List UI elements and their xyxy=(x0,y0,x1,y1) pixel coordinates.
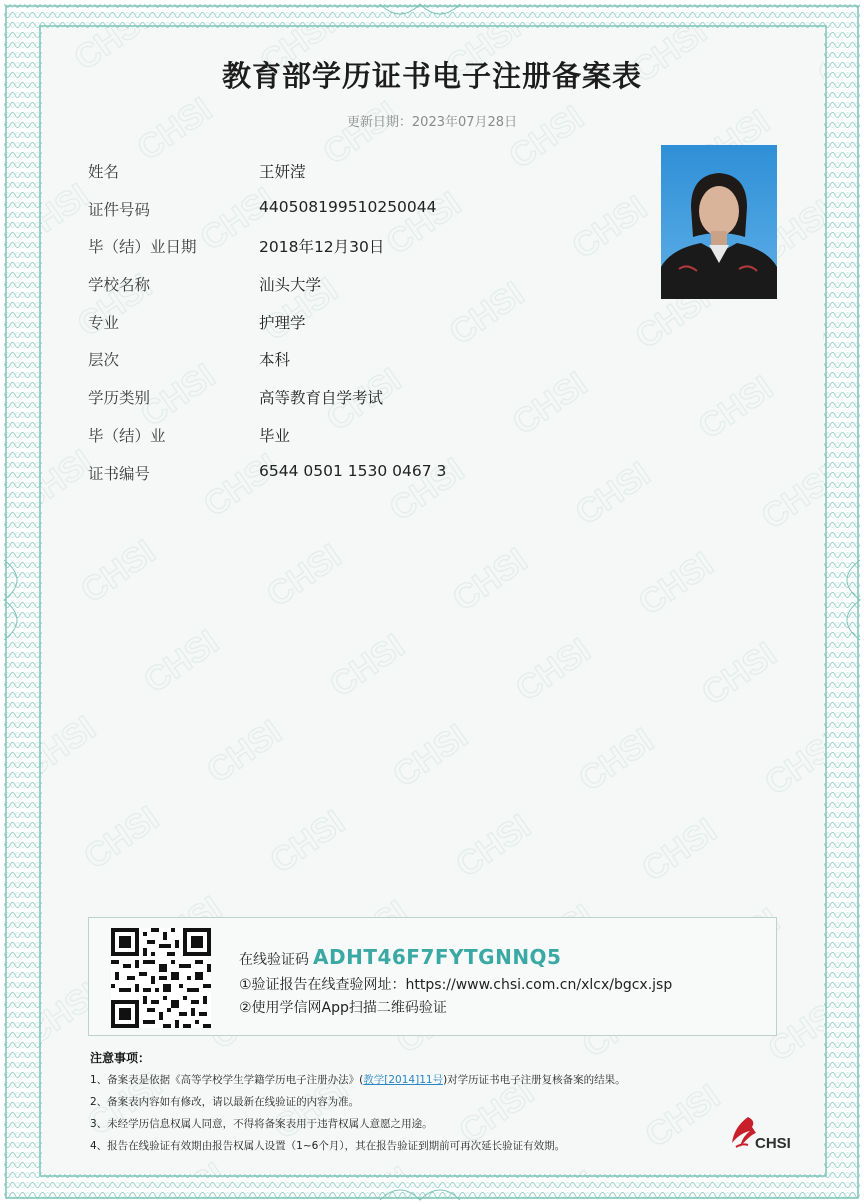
note-item-3: 3、未经学历信息权属人同意，不得将备案表用于违背权属人意愿之用途。 xyxy=(90,1118,433,1130)
portrait-photo xyxy=(661,145,777,299)
field-value: 王妍滢 xyxy=(259,163,306,181)
verification-url-line[interactable]: ①验证报告在线查验网址：https://www.chsi.com.cn/xlcx/bgcx.jsp xyxy=(239,977,673,993)
note-item-2: 2、备案表内容如有修改，请以最新在线验证的内容为准。 xyxy=(90,1096,360,1108)
field-value: 本科 xyxy=(259,351,291,369)
field-value: 6544 0501 1530 0467 3 xyxy=(259,462,447,480)
field-label: 姓名 xyxy=(88,163,120,181)
qr-code-icon[interactable] xyxy=(111,928,211,1028)
chsi-logo-text: CHSI xyxy=(755,1135,791,1152)
note-text: 1、备案表是依据《高等学校学生学籍学历电子注册办法》( xyxy=(90,1074,364,1086)
field-label: 层次 xyxy=(88,351,120,369)
update-date: 更新日期：2023年07月28日 xyxy=(346,115,518,130)
note-item-1 xyxy=(90,1072,626,1087)
field-value: 护理学 xyxy=(259,314,306,332)
document-title: 教育部学历证书电子注册备案表 xyxy=(221,59,642,93)
field-value: 毕业 xyxy=(259,427,291,445)
field-value: 高等教育自学考试 xyxy=(259,389,384,407)
verification-code-label: 在线验证码 xyxy=(239,952,309,968)
verification-panel xyxy=(88,917,777,1036)
field-value: 440508199510250044 xyxy=(259,198,437,216)
regulation-link[interactable]: 教学[2014]11号 xyxy=(363,1074,444,1086)
notes-title: 注意事项： xyxy=(90,1051,151,1065)
field-label: 证书编号 xyxy=(88,465,151,483)
field-value: 汕头大学 xyxy=(259,276,322,294)
field-label: 学校名称 xyxy=(88,276,151,294)
verification-app-line: ②使用学信网App扫描二维码验证 xyxy=(239,1000,447,1016)
field-label: 专业 xyxy=(88,314,120,332)
verification-code: ADHT46F7FYTGNNQ5 xyxy=(313,945,562,969)
field-label: 毕（结）业 xyxy=(88,427,166,445)
note-item-4: 4、报告在线验证有效期由报告权属人设置（1~6个月），其在报告验证到期前可再次延长验证有效期。 xyxy=(90,1140,566,1152)
field-label: 学历类别 xyxy=(88,389,151,407)
field-value: 2018年12月30日 xyxy=(259,238,385,256)
note-text: )对学历证书电子注册复核备案的结果。 xyxy=(443,1074,626,1086)
field-label: 证件号码 xyxy=(88,201,151,219)
verification-code-line xyxy=(239,945,561,969)
field-label: 毕（结）业日期 xyxy=(88,238,197,256)
